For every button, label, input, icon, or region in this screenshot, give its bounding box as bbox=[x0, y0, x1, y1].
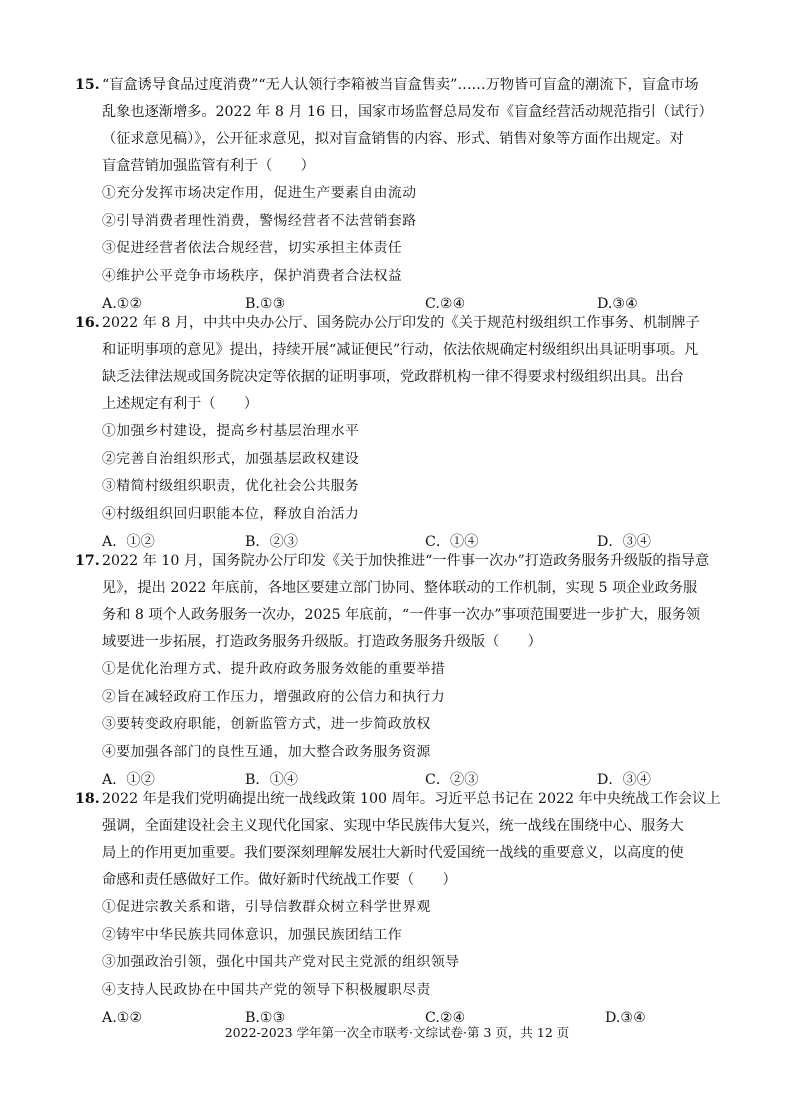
question-stem-line: 见》，提出 2022 年底前，各地区要建立部门协同、整体联动的工作机制，实现 5 项企业政务服 bbox=[102, 580, 698, 596]
statement-option: ④维护公平竞争市场秩序，保护消费者合法权益 bbox=[102, 267, 403, 284]
choice-d[interactable]: D．③④ bbox=[597, 772, 651, 788]
question-16 bbox=[75, 310, 727, 556]
question-stem-line: 缺乏法律法规或国务院决定等依据的证明事项，党政群机构一律不得要求村级组织出具。出台 bbox=[102, 369, 684, 385]
question-stem-line: 上述规定有利于（ ） bbox=[102, 396, 259, 412]
question-stem-line: 15. “盲盒诱导食品过度消费”“无人认领行李箱被当盲盒售卖”……万物皆可盲盒的潮流下，盲盒市场 bbox=[75, 72, 727, 99]
question-stem-line: 务和 8 项个人政务服务一次办，2025 年底前，“一件事一次办”事项范围要进一步扩大，服务领 bbox=[102, 607, 701, 623]
statement-option: ①是优化治理方式、提升政府政务服务效能的重要举措 bbox=[102, 661, 446, 677]
choice-d[interactable]: D.③④ bbox=[605, 1010, 646, 1026]
statement-option: ②完善自治组织形式，加强基层政权建设 bbox=[102, 450, 360, 467]
choice-a[interactable]: A.①② bbox=[102, 296, 143, 312]
question-stem-line: 16. 2022 年 8 月，中共中央办公厅、国务院办公厅印发的《关于规范村级组织工作事务、机制牌子 bbox=[75, 310, 727, 337]
statement-option: ②引导消费者理性消费，警惕经营者不法营销套路 bbox=[102, 212, 417, 229]
question-stem-line: 17. 2022 年 10 月，国务院办公厅印发《关于加快推进“一件事一次办”打造政务服务升级版的指导意 bbox=[75, 548, 727, 575]
choice-b[interactable]: B.①③ bbox=[245, 296, 286, 312]
question-stem-line: 和证明事项的意见》提出，持续开展“减证便民”行动，依法依规确定村级组织出具证明事项。凡 bbox=[102, 342, 699, 358]
statement-option: ②旨在减轻政府工作压力，增强政府的公信力和执行力 bbox=[102, 688, 446, 705]
question-stem-line: 乱象也逐渐增多。2022 年 8 月 16 日，国家市场监督总局发布《盲盒经营活动规范指引（试行） bbox=[102, 104, 713, 120]
statement-option: ③促进经营者依法合规经营，切实承担主体责任 bbox=[102, 240, 403, 256]
choice-c[interactable]: C．①④ bbox=[425, 534, 479, 550]
question-number: 18. bbox=[75, 791, 100, 807]
question-stem-line: 盲盒营销加强监管有利于（ ） bbox=[102, 158, 315, 174]
question-number: 16. bbox=[75, 315, 100, 331]
question-15 bbox=[75, 72, 727, 318]
choice-a[interactable]: A．①② bbox=[102, 772, 155, 788]
choice-c[interactable]: C.②④ bbox=[425, 1010, 466, 1026]
statement-option: ①加强乡村建设，提高乡村基层治理水平 bbox=[102, 423, 360, 439]
statement-option: ③加强政治引领，强化中国共产党对民主党派的组织领导 bbox=[102, 954, 460, 970]
choice-b[interactable]: B.①③ bbox=[245, 1010, 286, 1026]
statement-option: ①充分发挥市场决定作用，促进生产要素自由流动 bbox=[102, 185, 417, 201]
question-stem-line: （征求意见稿）》，公开征求意见，拟对盲盒销售的内容、形式、销售对象等方面作出规定。对 bbox=[102, 131, 684, 147]
choice-c[interactable]: C.②④ bbox=[425, 296, 466, 312]
choice-a[interactable]: A.①② bbox=[102, 1010, 143, 1026]
question-stem-line: 局上的作用更加重要。我们要深刻理解发展壮大新时代爱国统一战线的重要意义，以高度的使 bbox=[102, 845, 684, 861]
statement-option: ③精简村级组织职责，优化社会公共服务 bbox=[102, 478, 360, 494]
page-footer: 2022-2023 学年第一次全市联考·文综试卷·第 3 页，共 12 页 bbox=[224, 1025, 570, 1040]
statement-option: ②铸牢中华民族共同体意识，加强民族团结工作 bbox=[102, 926, 403, 943]
statement-option: ③要转变政府职能，创新监管方式，进一步简政放权 bbox=[102, 716, 431, 732]
question-number: 17. bbox=[75, 553, 100, 569]
question-stem-line: 强调，全面建设社会主义现代化国家、实现中华民族伟大复兴，统一战线在围绕中心、服务大 bbox=[102, 818, 684, 834]
choice-d[interactable]: D．③④ bbox=[597, 534, 651, 550]
choice-d[interactable]: D.③④ bbox=[597, 296, 638, 312]
choice-b[interactable]: B．①④ bbox=[245, 772, 298, 788]
question-stem-line: 18. 2022 年是我们党明确提出统一战线政策 100 周年。习近平总书记在 2022 年中央统战工作会议上 bbox=[75, 786, 727, 813]
choice-b[interactable]: B．②③ bbox=[245, 534, 298, 550]
statement-option: ④支持人民政协在中国共产党的领导下积极履职尽责 bbox=[102, 981, 431, 998]
question-stem-line: 命感和责任感做好工作。做好新时代统战工作要（ ） bbox=[102, 872, 457, 888]
statement-option: ④要加强各部门的良性互通，加大整合政务服务资源 bbox=[102, 743, 431, 760]
question-number: 15. bbox=[75, 77, 100, 93]
question-stem-line: 域要进一步拓展，打造政务服务升级版。打造政务服务升级版（ ） bbox=[102, 634, 542, 650]
question-18 bbox=[75, 786, 727, 1032]
choice-c[interactable]: C．②③ bbox=[425, 772, 479, 788]
statement-option: ④村级组织回归职能本位，释放自治活力 bbox=[102, 505, 360, 522]
choice-a[interactable]: A．①② bbox=[102, 534, 155, 550]
question-17 bbox=[75, 548, 727, 794]
statement-option: ①促进宗教关系和谐，引导信教群众树立科学世界观 bbox=[102, 899, 431, 915]
